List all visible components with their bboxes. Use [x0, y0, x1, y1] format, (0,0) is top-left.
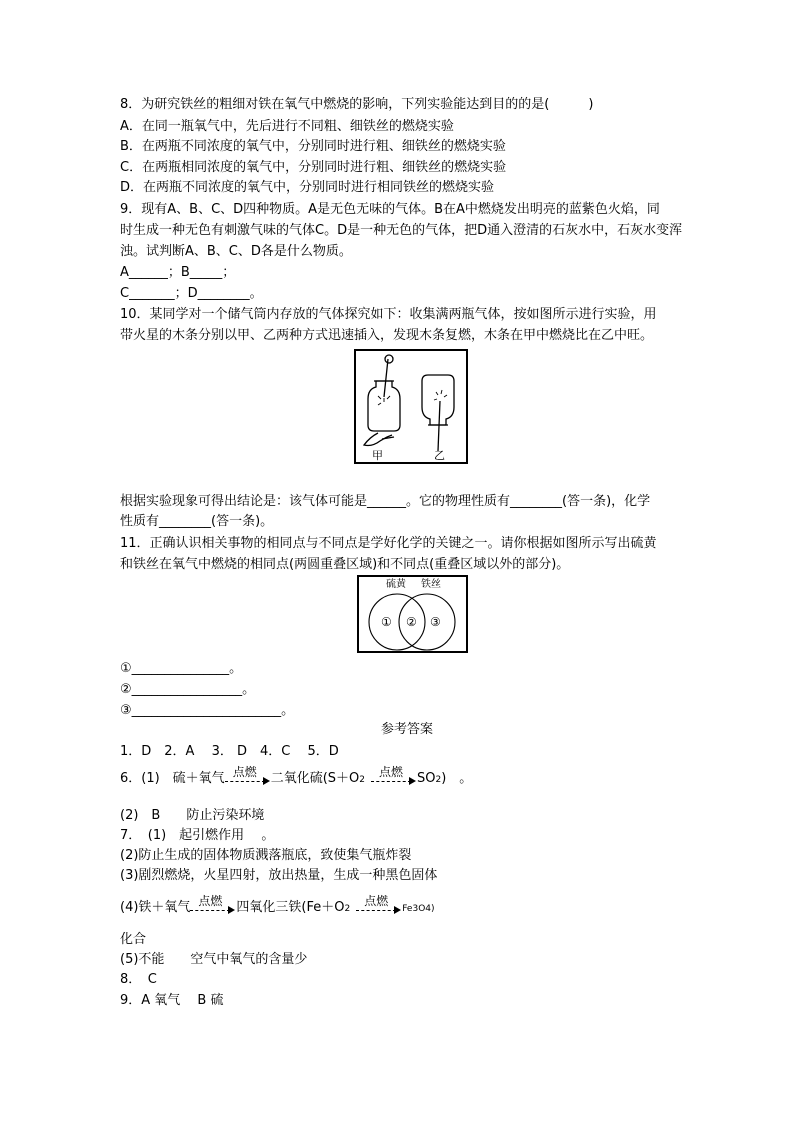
- figure-label-yi: 乙: [434, 449, 445, 462]
- q9-blank-cd: C_______；D________。: [120, 286, 263, 301]
- q10-line-1: 10．某同学对一个储气筒内存放的气体探究如下：收集满两瓶气体，按如图所示进行实验，用: [120, 307, 657, 322]
- subscript: 2: [344, 904, 351, 914]
- answer-6-2: (2) B 防止污染环境: [120, 808, 265, 823]
- answer-6-1: [120, 765, 473, 788]
- q8-option-d: D．在两瓶不同浓度的氧气中，分别同时进行相同铁丝的燃烧实验: [120, 180, 495, 195]
- q8-option-a: A．在同一瓶氧气中，先后进行不同粗、细铁丝的燃烧实验: [120, 119, 454, 134]
- q11-line-2: 和铁丝在氧气中燃烧的相同点(两圆重叠区域)和不同点(重叠区域以外的部分)。: [120, 557, 570, 572]
- formula-fe: Fe: [402, 904, 413, 914]
- subscript: 2: [435, 775, 442, 785]
- q9-line-3: 浊。试判断A、B、C、D各是什么物质。: [120, 244, 352, 259]
- reaction-condition: 点燃: [232, 765, 257, 779]
- reaction-condition: 点燃: [198, 894, 223, 908]
- answer-7-1: 7． (1) 起引燃作用 。: [120, 828, 275, 843]
- answer-7-5: (5)不能 空气中氧气的含量少: [120, 952, 308, 967]
- q10-line-2: 带火星的木条分别以甲、乙两种方式迅速插入，发现木条复燃，木条在甲中燃烧比在乙中旺。: [120, 328, 654, 343]
- subscript: 3: [412, 904, 419, 914]
- reaction-condition: 点燃: [364, 894, 389, 908]
- venn-circles: [359, 577, 466, 651]
- venn-title-iron: 铁丝: [421, 579, 441, 590]
- answer-7-4-product: 四氧化三铁(Fe＋O: [236, 900, 345, 915]
- venn-region-3: ③: [430, 615, 441, 629]
- figure-label-jia: 甲: [372, 449, 383, 462]
- answer-7-4-tail: ): [431, 904, 435, 914]
- q8-option-c: C．在两瓶相同浓度的氧气中，分别同时进行粗、细铁丝的燃烧实验: [120, 160, 507, 175]
- answer-9: 9．A 氧气 B 硫: [120, 993, 224, 1008]
- q11-answer-2: ②_________________。: [120, 682, 256, 697]
- q10-conclusion-1: 根据实验现象可得出结论是：该气体可能是______。它的物理性质有________(答一条)，化学: [120, 494, 651, 509]
- q8-stem: 8．为研究铁丝的粗细对铁在氧气中燃烧的影响，下列实验能达到目的的是( ): [120, 97, 594, 112]
- venn-region-2: ②: [406, 615, 417, 629]
- q11-answer-1: ①_______________。: [120, 661, 243, 676]
- reaction-condition: 点燃: [378, 765, 403, 779]
- q9-line-1: 9．现有A、B、C、D四种物质。A是无色无味的气体。B在A中燃烧发出明亮的蓝紫色火焰，同: [120, 202, 660, 217]
- reaction-arrow-icon: [225, 765, 271, 787]
- answer-6-tail: ) 。: [441, 771, 473, 786]
- answer-7-combination: 化合: [120, 932, 147, 947]
- q9-line-2: 时生成一种无色有刺激气味的气体C。D是一种无色的气体，把D通入澄清的石灰水中，石灰水变浑: [120, 223, 683, 238]
- answers-line-1-5: 1．D 2．A 3． D 4．C 5．D: [120, 744, 339, 759]
- q10-figure: [354, 349, 468, 464]
- answer-7-2: (2)防止生成的固体物质溅落瓶底，致使集气瓶炸裂: [120, 848, 412, 863]
- answer-7-3: (3)剧烈燃烧，火星四射，放出热量，生成一种黑色固体: [120, 868, 438, 883]
- answer-6-formula-product: SO: [416, 771, 436, 786]
- answer-7-4-reactants: (4)铁＋氧气: [120, 900, 191, 915]
- formula-o: O: [418, 904, 426, 914]
- q11-venn-diagram: [357, 575, 468, 653]
- q8-option-b: B．在两瓶不同浓度的氧气中，分别同时进行粗、细铁丝的燃烧实验: [120, 139, 506, 154]
- answer-8: 8． C: [120, 972, 157, 987]
- q9-blank-ab: A______；B_____；: [120, 265, 236, 280]
- reaction-arrow-icon: [356, 894, 402, 916]
- subscript: 2: [359, 775, 365, 785]
- answer-6-product: 二氧化硫(S＋O: [270, 771, 360, 786]
- answers-title: 参考答案: [381, 722, 434, 737]
- answer-7-4: [120, 894, 435, 917]
- subscript: 4: [425, 904, 432, 914]
- bottle-yi-icon: [422, 375, 454, 451]
- q11-answer-3: ③_______________________。: [120, 703, 295, 718]
- q11-line-1: 11．正确认识相关事物的相同点与不同点是学好化学的关键之一。请你根据如图所示写出硫黄: [120, 536, 657, 551]
- venn-region-1: ①: [381, 615, 392, 629]
- reaction-arrow-icon: [371, 765, 417, 787]
- q10-conclusion-2: 性质有________(答一条)。: [120, 514, 274, 529]
- bottle-jia-icon: [364, 355, 400, 446]
- venn-title-sulfur: 硫黄: [386, 579, 406, 590]
- answer-6-reactants: 6．(1) 硫＋氧气: [120, 771, 225, 786]
- reaction-arrow-icon: [190, 894, 236, 916]
- bottles-illustration: [356, 351, 466, 462]
